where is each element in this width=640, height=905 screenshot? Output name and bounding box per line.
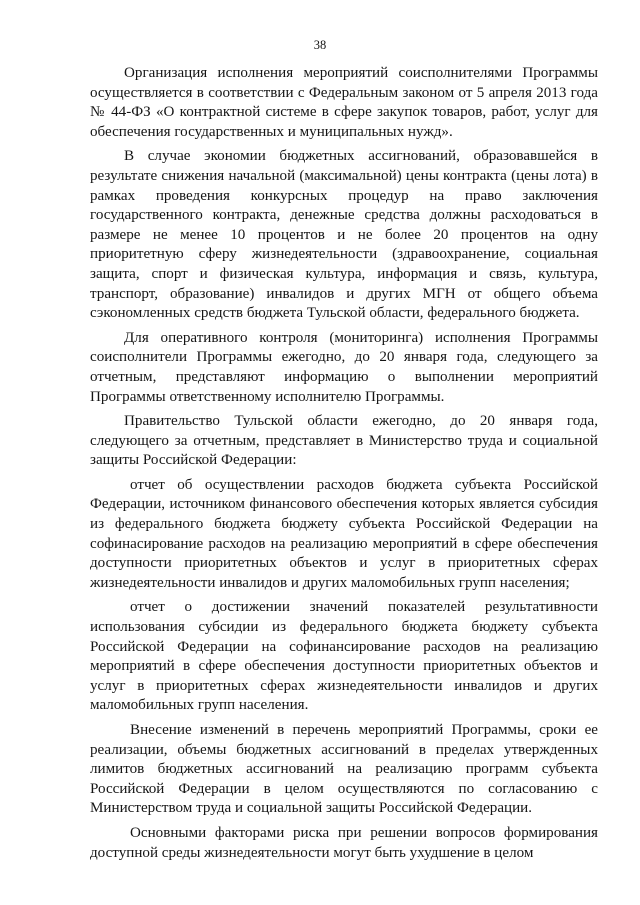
paragraph-risk-factors: Основными факторами риска при решении вопросов формирования доступной среды жизнедеятельности могут быть ухудшение в целом xyxy=(90,824,598,861)
page-number: 38 xyxy=(313,38,327,52)
paragraph-expenditure-report: отчет об осуществлении расходов бюджета субъекта Российской Федерации, источником финансового обеспечения которых является субсидия из федерального бюджета бюджету субъекта Российской Федерации на софинасирование расходов на реализацию мероприятий в сфере обеспечения доступности приоритетных объектов и услуг в приоритетных сферах жизнедеятельности инвалидов и других маломобильных групп населения; xyxy=(90,476,598,591)
paragraph-program-changes: Внесение изменений в перечень мероприятий Программы, сроки ее реализации, объемы бюджетных ассигнований в пределах утвержденных лимитов бюджетных ассигнований на реализацию программ субъекта Российской Федерации в целом осуществляются по согласованию с Министерством труда и социальной защиты Российской Федерации. xyxy=(90,722,598,817)
paragraph-contract-system: Организация исполнения мероприятий соисполнителями Программы осуществляется в соответствии с Федеральным законом от 5 апреля 2013 года № 44-ФЗ «О контрактной системе в сфере закупок товаров, работ, услуг для обеспечения государственных и муниципальных нужд». xyxy=(90,65,598,140)
paragraph-indicators-report: отчет о достижении значений показателей результативности использования субсидии из федерального бюджета бюджету субъекта Российской Федерации на софинансирование расходов на реализацию мероприятий в сфере обеспечения доступности приоритетных объектов и услуг в приоритетных сферах жизнедеятельности инвалидов и других маломобильных групп населения. xyxy=(90,599,598,714)
paragraph-monitoring: Для оперативного контроля (мониторинга) исполнения Программы соисполнители Программы ежегодно, до 20 января года, следующего за отчетным, представляют информацию о выполнении мероприятий Программы ответственному исполнителю Программы. xyxy=(90,329,598,405)
paragraph-government-reporting: Правительство Тульской области ежегодно, до 20 января года, следующего за отчетным, представляет в Министерство труда и социальной защиты Российской Федерации: xyxy=(90,413,598,469)
body-text xyxy=(90,64,598,868)
paragraph-budget-savings: В случае экономии бюджетных ассигнований, образовавшейся в результате снижения начальной (максимальной) цены контракта (цены лота) в рамках проведения конкурсных процедур на право заключения государственного контракта, денежные средства должны расходоваться в размере не менее 10 процентов и не более 20 процентов на одну приоритетную сферу жизнедеятельности (здравоохранение, социальная защита, спорт и физическая культура, информация и связь, культура, транспорт, образование) инвалидов и других МГН от общего объема сэкономленных средств бюджета Тульской области, федерального бюджета. xyxy=(90,148,598,322)
